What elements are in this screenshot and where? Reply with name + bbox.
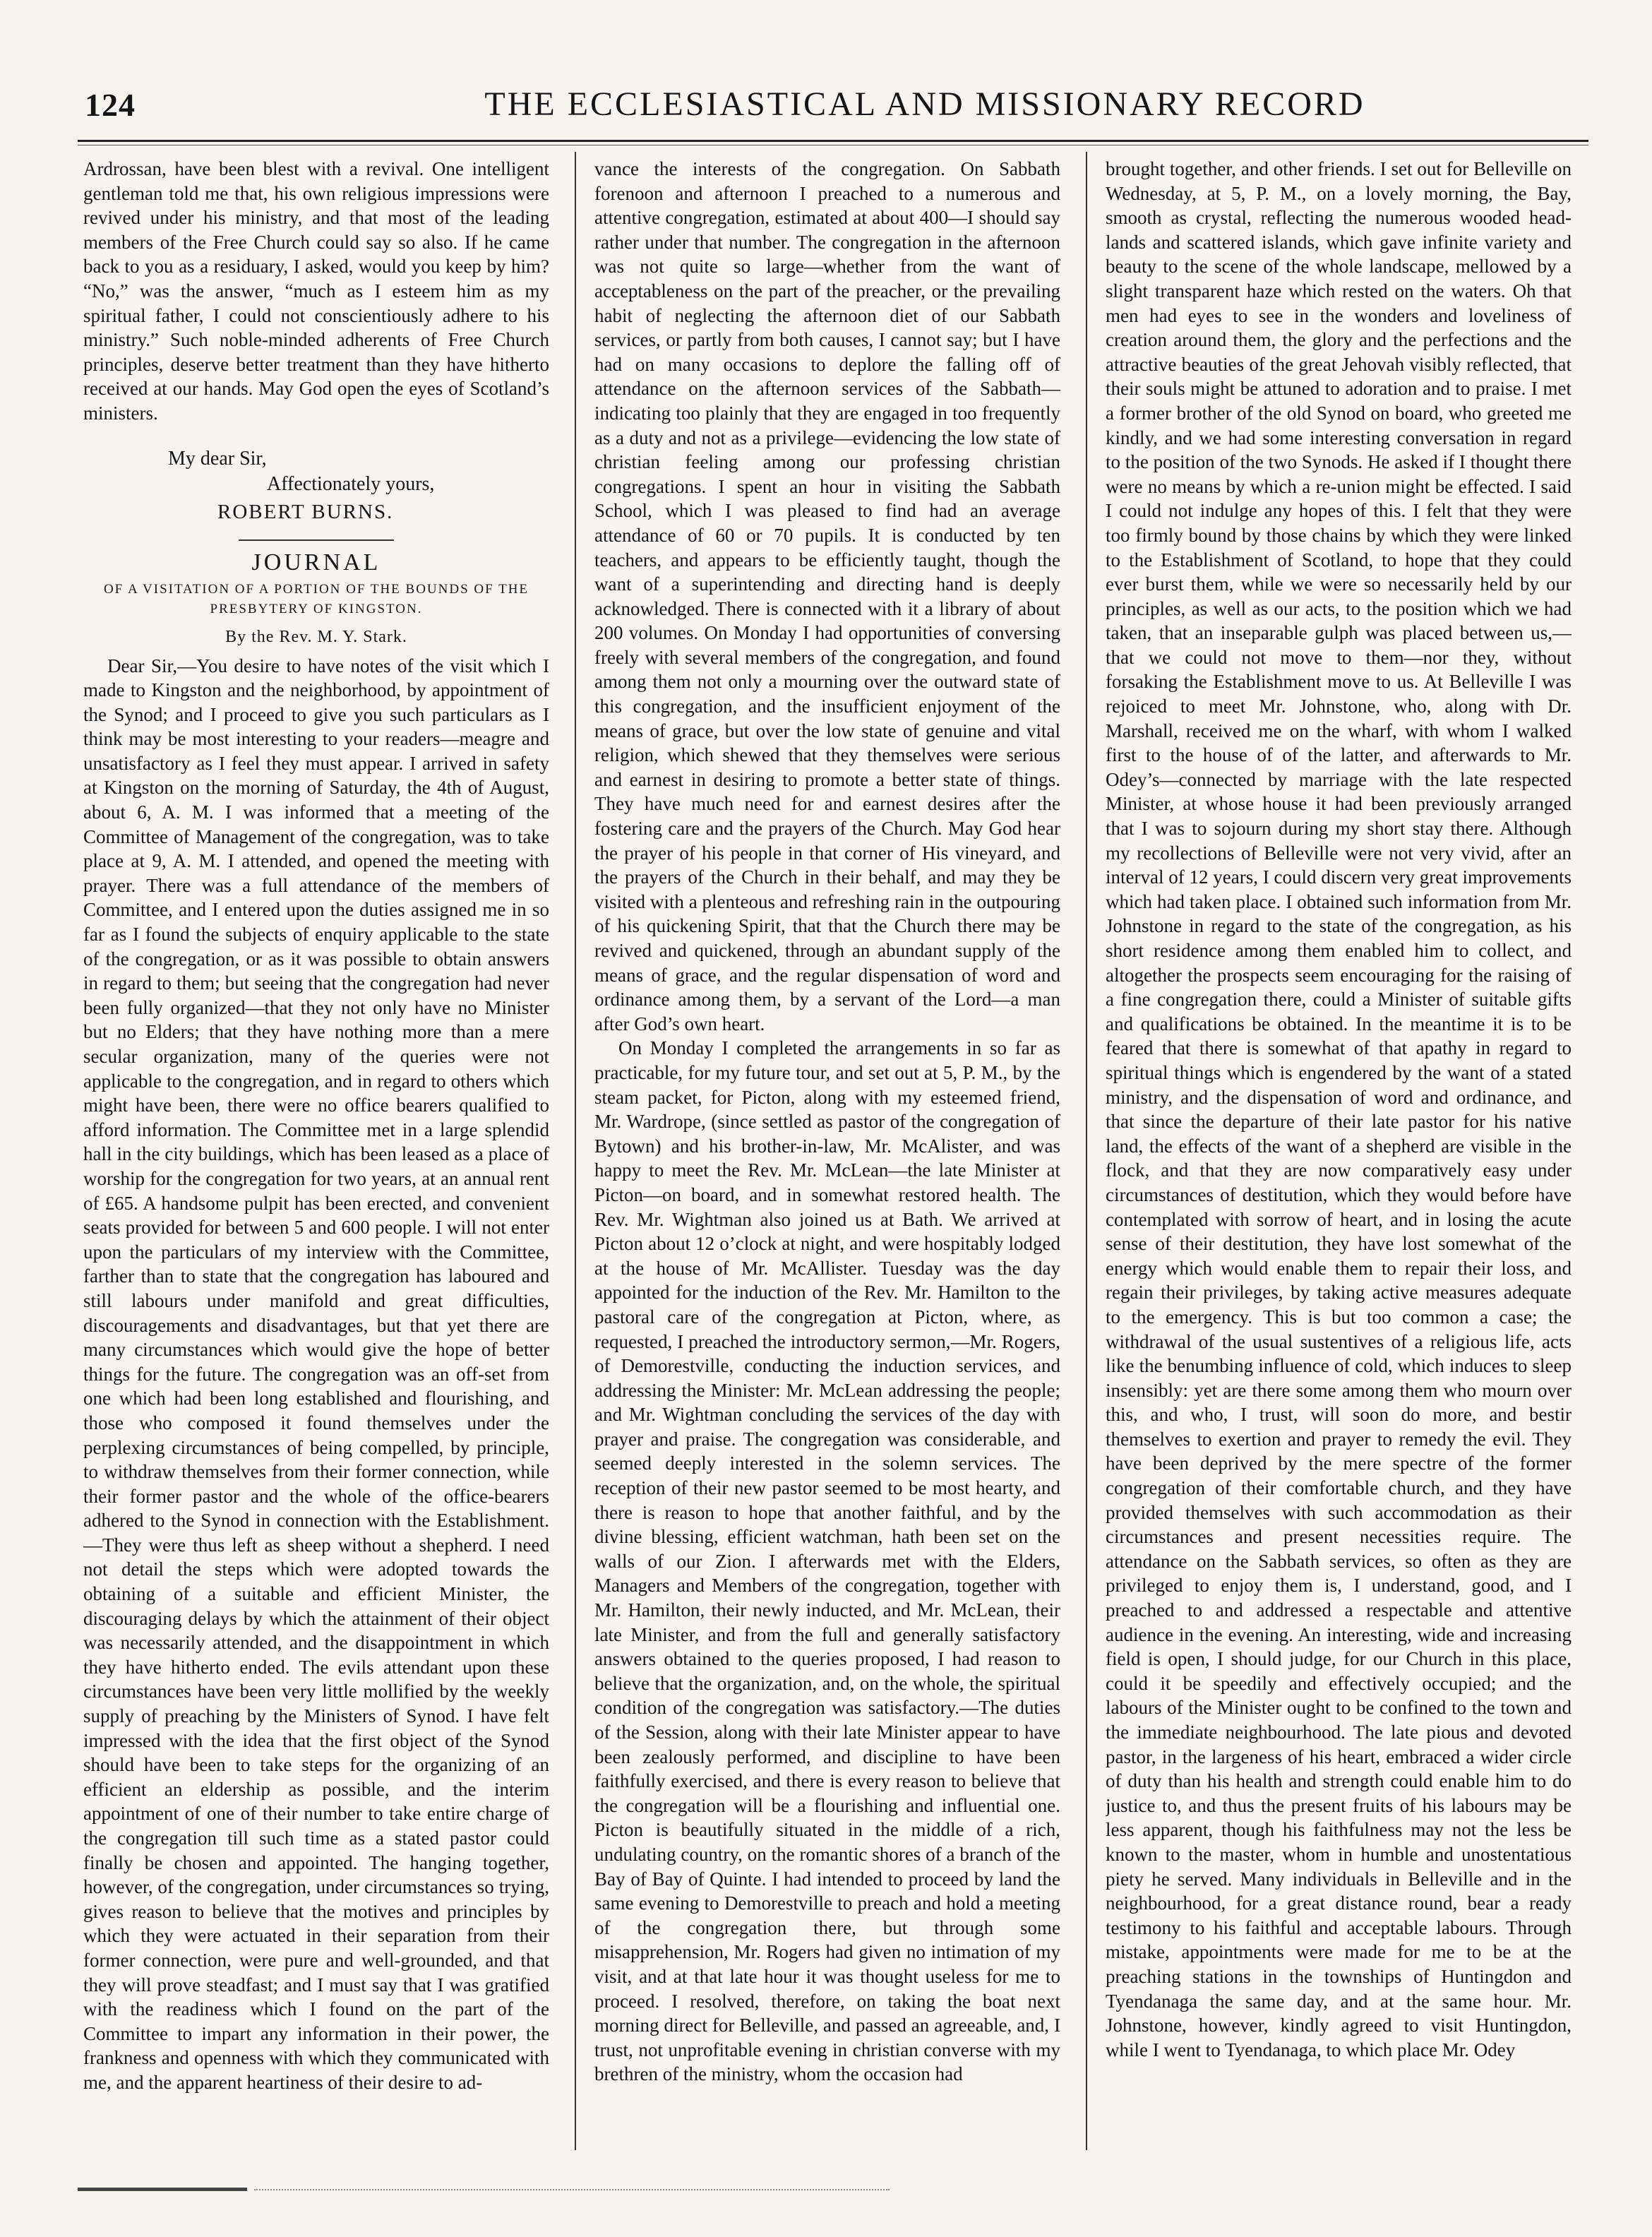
page-number: 124 — [85, 87, 136, 123]
running-head: THE ECCLESIASTICAL AND MISSIONARY RECORD — [484, 85, 1365, 123]
salutation: My dear Sir, — [168, 447, 267, 470]
signature: ROBERT BURNS. — [217, 500, 394, 523]
paragraph: Dear Sir,—You desire to have notes of the visit which I made to Kingston and the neighborhood, by appointment of the Synod; and I proceed to give you such particulars as I think may be most interesting to your readers—meagre and unsatisfactory as I feel they must appear. I arrived in safety at Kingston on the morning of Saturday, the 4th of August, about 6, A. M. I was informed that a meeting of the Committee of Management of the congregation, was to take place at 9, A. M. I attended, and opened the meeting with prayer. There was a full attendance of the members of Committee, and I entered upon the duties assigned me in so far as I found the subjects of enquiry applicable to the state of the congregation, or as it was possible to obtain answers in regard to them; but seeing that the congregation had never been fully organized—that they not only have no Minister but no Elders; that they have nothing more than a mere secular organization, many of the queries were not applicable to the congregation, and in regard to others which might have been, there were no office bearers qualified to afford information. The Committee met in a large splendid hall in the city buildings, which has been leased as a place of worship for the congregation for two years, at an annual rent of £65. A handsome pulpit has been erected, and convenient seats provided for between 5 and 600 people. I will not enter upon the particulars of my interview with the Committee, farther than to state that the congregation has laboured and still labours under manifold and great difficulties, discouragements and disadvantages, but that yet there are many circumstances which would give the hope of better things for the future. The congregation was an off-set from one which had been long established and flourishing, and those who composed it found themselves under the perplexing circumstances of being compelled, by principle, to withdraw themselves from their former connection, while their former pastor and the whole of the office-bearers adhered to the Synod in connection with the Establishment.—They were thus left as sheep without a shepherd. I need not detail the steps which were adopted towards the obtaining of a suitable and efficient Minister, the discouraging delays by which the attainment of their object was necessarily attended, and the disappointment in which they have hitherto ended. The evils attendant upon these circumstances have been very little mollified by the weekly supply of preaching by the Ministers of Synod. I have felt impressed with the idea that the first object of the Synod should have been to take steps for the organizing of an efficient an eldership as possible, and the interim appointment of one of their number to take entire charge of the congregation till such time as a stated pastor could finally be chosen and appointed. The hanging together, however, of the congregation, under circumstances so trying, gives reason to believe that the motives and principles by which they were actuated in their separation from their former connection, were pure and well-grounded, and that they will prove steadfast; and I must say that I was gratified with the readiness which I found on the part of the Committee to impart any information in their power, the frankness and openness with which they communicated with me, and the apparent heartiness of their desire to ad- — [83, 655, 549, 2093]
header-rule — [78, 140, 1588, 142]
article-subtitle: OF A VISITATION OF A PORTION OF THE BOUNDS OF THE PRESBYTERY OF KINGSTON. — [103, 581, 529, 616]
article-title: JOURNAL — [251, 549, 381, 576]
paragraph: brought together, and other friends. I set out for Belleville on Wednesday, at 5, P. M., on a lovely morning, the Bay, smooth as crystal, reflecting the numerous wooded head-lands and scattered islands, which gave infinite variety and beauty to the scene of the whole landscape, mellowed by a slight transparent haze which rested on the waters. Oh that men had eyes to see in the wonders and loveliness of creation around them, the glory and the perfections and the attractive beauties of the great Jehovah visibly reflected, that their souls might be attuned to adoration and to praise. I met a former brother of the old Synod on board, who greeted me kindly, and we had some interesting conversation in regard to the position of the two Synods. He asked if I thought there were no means by which a re-union might be effected. I said I could not indulge any hopes of this. I felt that they were too firmly bound by those chains by which they were linked to the Establishment of Scotland, to hope that they could ever burst them, while we were so necessarily held by our principles, as well as our acts, to the position which we had taken, that an inseparable gulph was placed between us,—that we could not move to them—nor they, without forsaking the Establishment move to us. At Belleville I was rejoiced to meet Mr. Johnstone, who, along with Dr. Marshall, received me on the wharf, with whom I walked first to the house of of the latter, and afterwards to Mr. Odey’s—connected by marriage with the late respected Minister, at whose house it had been previously arranged that I was to sojourn during my short stay there. Although my recollections of Belleville were not very vivid, after an interval of 12 years, I could discern very great improvements which had taken place. I obtained such information from Mr. Johnstone in regard to the state of the congregation, as his short residence among them enabled him to collect, and altogether the prospects seem encouraging for the raising of a fine congregation there, could a Minister of suitable gifts and qualifications be obtained. In the meantime it is to be feared that there is somewhat of that apathy in regard to spiritual things which is engendered by the want of a stated ministry, and the dispensation of word and ordinance, and that since the departure of their late pastor for his native land, the effects of the want of a shepherd are visible in the flock, and that they are now comparatively easy under circumstances of destitution, which they would before have contemplated with sorrow of heart, and in losing the acute sense of their destitution, they have lost somewhat of the energy which would enable them to repair their loss, and regain their privileges, by taking active measures adequate to the emergency. This is but too common a case; the withdrawal of the usual sustentives of a religious life, acts like the benumbing influence of cold, which induces to sleep insensibly: yet are there some among them who mourn over this, and who, I trust, will soon do more, and bestir themselves to exertion and prayer to remedy the evil. They have been deprived by the mere spectre of the former congregation of their comfortable church, and they have provided themselves with such accommodation as their circumstances and present necessities require. The attendance on the Sabbath services, so often as they are privileged to enjoy them is, I understand, good, and I preached to and addressed a respectable and attentive audience in the evening. An interesting, wide and increasing field is open, I should judge, for our Church in this place, could it be speedily and effectively occupied; and the labours of the Minister ought to be confined to the town and the immediate neighbourhood. The late pious and devoted pastor, in the largeness of his heart, embraced a wider circle of duty than his health and strength could enable him to do justice to, and thus the present fruits of his labours may be less apparent, though his faithfulness may not the less be known to the master, whom in humble and unostentatious piety he served. Many individuals in Belleville and in the neighbourhood, for a great distance round, bear a ready testimony to his faithful and acceptable labours. Through mistake, appointments were made for me to be at the preaching stations in the townships of Huntingdon and Tyendanaga the same day, and at the same hour. Mr. Johnstone, however, kindly agreed to visit Huntingdon, while I went to Tyendanaga, to which place Mr. Odey — [1106, 158, 1572, 2060]
column-2 — [594, 157, 1060, 2148]
column-rule — [575, 152, 576, 2150]
footer-dots — [254, 2189, 890, 2192]
article-byline: By the Rev. M. Y. Stark. — [225, 627, 407, 646]
page-header — [78, 79, 1603, 136]
closing: Affectionately yours, — [267, 473, 435, 496]
column-3 — [1106, 157, 1572, 2148]
column-rule — [1086, 152, 1087, 2150]
paragraph: Ardrossan, have been blest with a revival. One intelligent gentleman told me that, his own religious impressions were revived under his ministry, and that most of the leading members of the Free Church could say so also. If he came back to you as a residuary, I asked, would you keep by him? “No,” was the answer, “much as I esteem him as my spiritual father, I could not conscientiously adhere to his ministry.” Such noble-minded adherents of Free Church principles, deserve better treatment than they have hitherto received at our hands. May God open the eyes of Scotland’s ministers. — [83, 158, 549, 424]
footer-mark — [78, 2188, 247, 2191]
paragraph: On Monday I completed the arrangements in so far as practicable, for my future tour, and set out at 5, P. M., by the steam packet, for Picton, along with my esteemed friend, Mr. Wardrope, (since settled as pastor of the congregation of Bytown) and his brother-in-law, Mr. McAlister, and was happy to meet the Rev. Mr. McLean—the late Minister at Picton—on board, and in somewhat restored health. The Rev. Mr. Wightman also joined us at Bath. We arrived at Picton about 12 o’clock at night, and were hospitably lodged at the house of Mr. McAllister. Tuesday was the day appointed for the induction of the Rev. Mr. Hamilton to the pastoral care of the congregation at Picton, where, as requested, I preached the introductory sermon,—Mr. Rogers, of Demorestville, conducting the induction services, and addressing the Minister: Mr. McLean addressing the people; and Mr. Wightman concluding the services of the day with prayer and praise. The congregation was considerable, and seemed deeply interested in the solemn services. The reception of their new pastor seemed to be most hearty, and there is reason to hope that another faithful, and by the divine blessing, efficient watchman, hath been set on the walls of our Zion. I afterwards met with the Elders, Managers and Members of the congregation, together with Mr. Hamilton, their newly inducted, and Mr. McLean, their late Minister, and from the full and generally satisfactory answers obtained to the queries proposed, I had reason to believe that the organization, and, on the whole, the spiritual condition of the congregation was satisfactory.—The duties of the Session, along with their late Minister appear to have been zealously performed, and discipline to have been faithfully exercised, and there is every reason to believe that the congregation will be a flourishing and influential one. Picton is beautifully situated in the middle of a rich, undulating country, on the romantic shores of a branch of the Bay of Bay of Quinte. I had intended to proceed by land the same evening to Demorestville to preach and hold a meeting of the congregation there, but through some misapprehension, Mr. Rogers had given no intimation of my visit, and at that late hour it was thought useless for me to proceed. I resolved, therefore, on taking the boat next morning direct for Belleville, and passed an agreeable, and, I trust, not unprofitable evening in christian converse with my brethren of the ministry, whom the occasion had — [594, 1037, 1060, 2085]
section-divider — [239, 539, 394, 541]
column-1 — [83, 157, 549, 2148]
paragraph: vance the interests of the congregation. On Sabbath forenoon and afternoon I preached to a numerous and attentive congregation, estimated at about 400—I should say rather under that number. The congregation in the afternoon was not quite so large—whether from the want of acceptableness on the part of the preacher, or the prevailing habit of neglecting the afternoon diet of our Sabbath services, or partly from both causes, I cannot say; but I have had on many occasions to deplore the falling off of attendance on the afternoon services of the Sabbath—indicating too plainly that they are engaged in too frequently as a duty and not as a privilege—evidencing the low state of christian feeling among our professing christian congregations. I spent an hour in visiting the Sabbath School, which I was pleased to find had an average attendance of 60 or 70 pupils. It is conducted by ten teachers, and appears to be efficiently taught, though the want of a superintending and directing hand is deeply acknowledged. There is connected with it a library of about 200 volumes. On Monday I had opportunities of conversing freely with several members of the congregation, and found among them not only a mourning over the outward state of this congregation, and the insufficient enjoyment of the means of grace, but over the low state of genuine and vital religion, which shewed that they themselves were serious and earnest in desiring to promote a better state of things. They have much need for and earnest desires after the fostering care and the prayers of the Church. May God hear the prayer of his people in that corner of His vineyard, and the prayers of the Church in their behalf, and may they be visited with a plenteous and refreshing rain in the outpouring of his quickening Spirit, that that the Church there may be revived and quickened, through an abundant supply of the means of grace, and the regular dispensation of word and ordinance among them, by a servant of the Lord—a man after God’s own heart. — [594, 158, 1060, 1034]
